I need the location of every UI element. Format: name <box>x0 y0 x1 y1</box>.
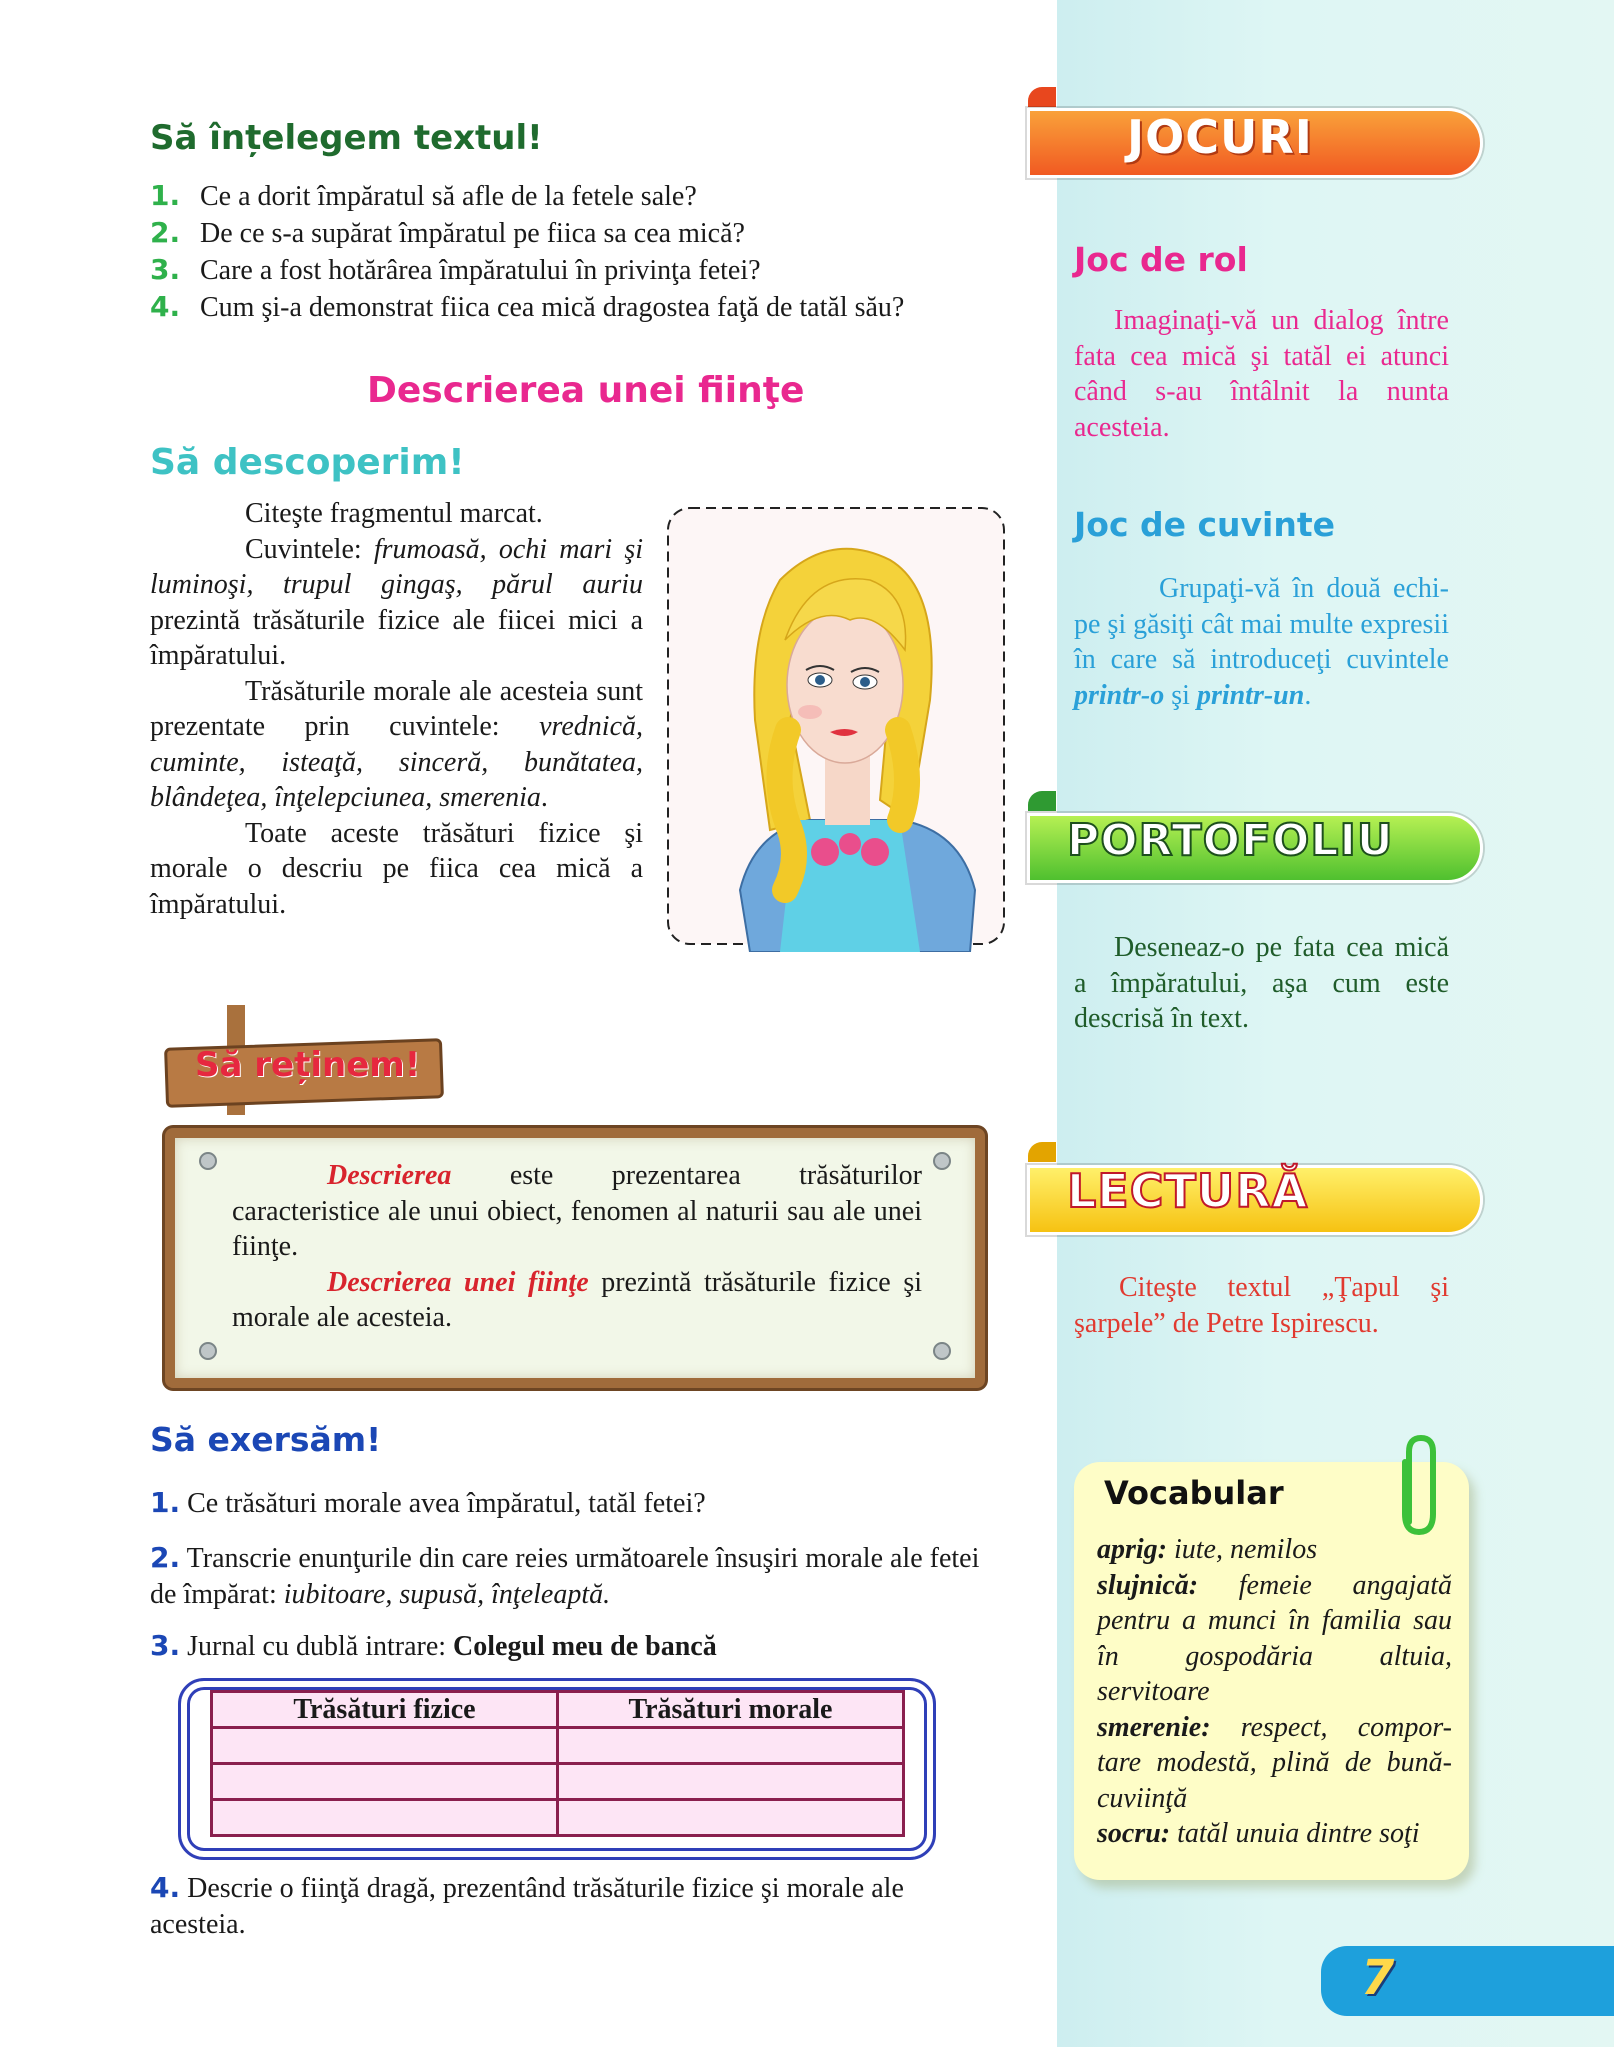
exercise-2: 2. Transcrie enunţurile din care reies următoarele însuşiri morale ale fetei de împărat: iubitoare, supusă, înţeleaptă. <box>150 1541 980 1610</box>
question-item: 2. De ce s-a supărat împăratul pe fiica sa cea mică? <box>150 216 745 249</box>
princess-illustration <box>660 500 1012 952</box>
question-item: 3. Care a fost hotărârea împăratului în privinţa fetei? <box>150 253 761 286</box>
word-game-title: Joc de cuvinte <box>1074 505 1336 544</box>
question-list <box>150 178 1030 326</box>
question-item: 1. Ce a dorit împăratul să afle de la fetele sale? <box>150 179 697 212</box>
exercise-1: 1. Ce trăsături morale avea împăratul, tatăl fetei? <box>150 1486 706 1519</box>
section-title: Descrierea unei fiinţe <box>367 370 805 411</box>
portfolio-ribbon-label: PORTOFOLIU <box>1067 815 1394 866</box>
reading-ribbon-label: LECTURĂ <box>1067 1164 1309 1218</box>
table-cell[interactable] <box>558 1728 904 1764</box>
vocabulary-box <box>1074 1462 1469 1880</box>
definition-board <box>165 1128 985 1388</box>
question-item: 4. Cum şi-a demonstrat fiica cea mică dragostea faţă de tatăl său? <box>150 290 905 323</box>
paperclip-icon <box>1397 1432 1443 1547</box>
exercise-title: Să exersăm! <box>150 1420 382 1459</box>
role-game-text: Imaginaţi-vă un dialog între fata cea mică şi tatăl ei atunci când s-au întâlnit la nunta acesteia. <box>1074 305 1449 443</box>
games-ribbon-label: JOCURI <box>1127 110 1313 164</box>
table-row <box>212 1692 904 1728</box>
page-number-tab <box>1321 1946 1614 2016</box>
table-header: Trăsături fizice <box>212 1692 558 1728</box>
sidebar <box>1057 0 1614 2047</box>
page-number: 7 <box>1361 1950 1395 2006</box>
vocabulary-title: Vocabular <box>1104 1474 1284 1512</box>
table-row <box>212 1764 904 1800</box>
remember-sign <box>165 1005 445 1115</box>
role-game-title: Joc de rol <box>1074 240 1248 279</box>
understand-title: Să înțelegem textul! <box>150 118 543 158</box>
list-item: aprig: iute, nemilos <box>1097 1534 1318 1565</box>
journal-table <box>210 1690 905 1837</box>
remember-title: Să reținem! <box>195 1045 421 1085</box>
definition-text: Descrierea este prezentarea trăsăturilor caracteristice ale unui obiect, fenomen al naturii sau ale unei fiinţe. Descrierea unei fiinţe prezintă trăsăturile fizice şi morale ale acesteia. <box>232 1160 922 1333</box>
reading-text: Citeşte textul „Ţapul şi şarpele” de Petre Ispirescu. <box>1074 1272 1449 1339</box>
discover-text: Citeşte fragmentul marcat. Cuvintele: frumoasă, ochi mari şi luminoşi, trupul gingaş, părul auriu prezintă trăsăturile fizice ale fiicei mici a împăratului. Trăsăturile morale ale acesteia sunt prezentate prin cuvintele: vrednică, cuminte, isteaţă, sinceră, bunătatea, blândeţea, înţelepciunea, smerenia. Toate aceste trăsături fizice şi morale o descriu pe fiica cea mică a împăratului. <box>150 498 643 920</box>
table-cell[interactable] <box>212 1764 558 1800</box>
table-row <box>212 1800 904 1836</box>
table-cell[interactable] <box>558 1764 904 1800</box>
portfolio-text: Deseneaz-o pe fata cea mică a împăratului, aşa cum este descrisă în text. <box>1074 932 1449 1034</box>
discover-title: Să descoperim! <box>150 442 465 483</box>
exercise-3: 3. Jurnal cu dublă intrare: Colegul meu de bancă <box>150 1629 717 1662</box>
table-cell[interactable] <box>212 1728 558 1764</box>
table-cell[interactable] <box>212 1800 558 1836</box>
list-item: socru: tatăl unuia dintre soţi <box>1097 1818 1420 1849</box>
table-row <box>212 1728 904 1764</box>
table-cell[interactable] <box>558 1800 904 1836</box>
list-item: smerenie: respect, compor- tare modestă, plină de bună-cuviinţă <box>1097 1711 1452 1814</box>
vocabulary-list <box>1097 1532 1452 1852</box>
word-game-text: Grupaţi-vă în două echi- pe şi găsiţi cât mai multe expresii în care să introduceţi cuvintele printr-o şi printr-un. <box>1074 573 1449 711</box>
table-header: Trăsături morale <box>558 1692 904 1728</box>
list-item: slujnică: femeie angajată pentru a munci în familia sau în gospodăria altuia, servitoare <box>1097 1569 1452 1707</box>
exercise-4: 4. Descrie o fiinţă dragă, prezentând trăsăturile fizice şi morale ale acesteia. <box>150 1871 904 1940</box>
